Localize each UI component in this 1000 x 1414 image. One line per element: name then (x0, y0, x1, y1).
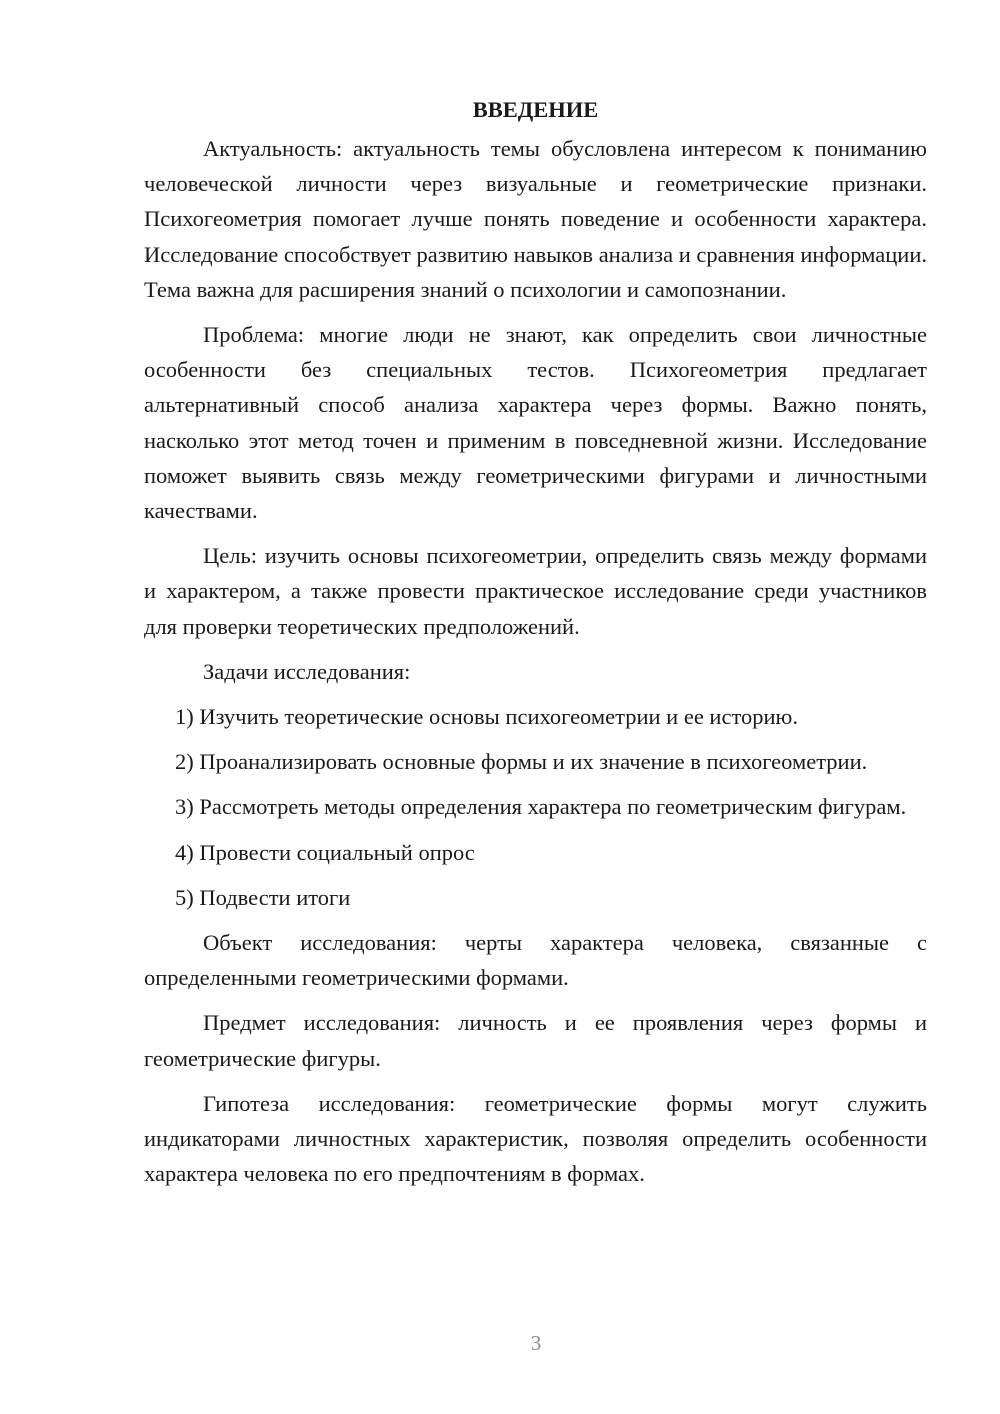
subject-paragraph: Предмет исследования: личность и ее проявления через формы и геометрические фигуры. (144, 1010, 927, 1071)
task-item: 1) Изучить теоретические основы психогеометрии и ее историю. (175, 704, 798, 730)
tasks-heading: Задачи исследования: (203, 658, 411, 684)
object-paragraph: Объект исследования: черты характера человека, связанные с определенными геометрическими формами. (144, 930, 927, 991)
relevance-paragraph: Актуальность: актуальность темы обусловлена интересом к пониманию человеческой личности через визуальные и геометрические признаки. Психогеометрия помогает лучше понять поведение и особенности характера. Исследование способствует развитию навыков анализа и сравнения информации. Тема важна для расширения знаний о психологии и самопознании. (144, 136, 927, 302)
task-item: 5) Подвести итоги (175, 884, 351, 910)
document-page (144, 92, 927, 1201)
task-item: 4) Провести социальный опрос (175, 839, 475, 865)
task-item: 3) Рассмотреть методы определения характера по геометрическим фигурам. (175, 794, 907, 820)
problem-paragraph: Проблема: многие люди не знают, как определить свои личностные особенности без специальных тестов. Психогеометрия предлагает альтернативный способ анализа характера через формы. Важно понять, насколько этот метод точен и применим в повседневной жизни. Исследование поможет выявить связь между геометрическими фигурами и личностными качествами. (144, 322, 927, 524)
hypothesis-paragraph: Гипотеза исследования: геометрические формы могут служить индикаторами личностных характеристик, позволяя определить особенности характера человека по его предпочтениям в формах. (144, 1090, 927, 1187)
goal-paragraph: Цель: изучить основы психогеометрии, определить связь между формами и характером, а также провести практическое исследование среди участников для проверки теоретических предположений. (144, 543, 927, 639)
page-number: 3 (530, 1331, 542, 1355)
task-item: 2) Проанализировать основные формы и их значение в психогеометрии. (175, 749, 868, 775)
page-title: ВВЕДЕНИЕ (472, 97, 599, 122)
